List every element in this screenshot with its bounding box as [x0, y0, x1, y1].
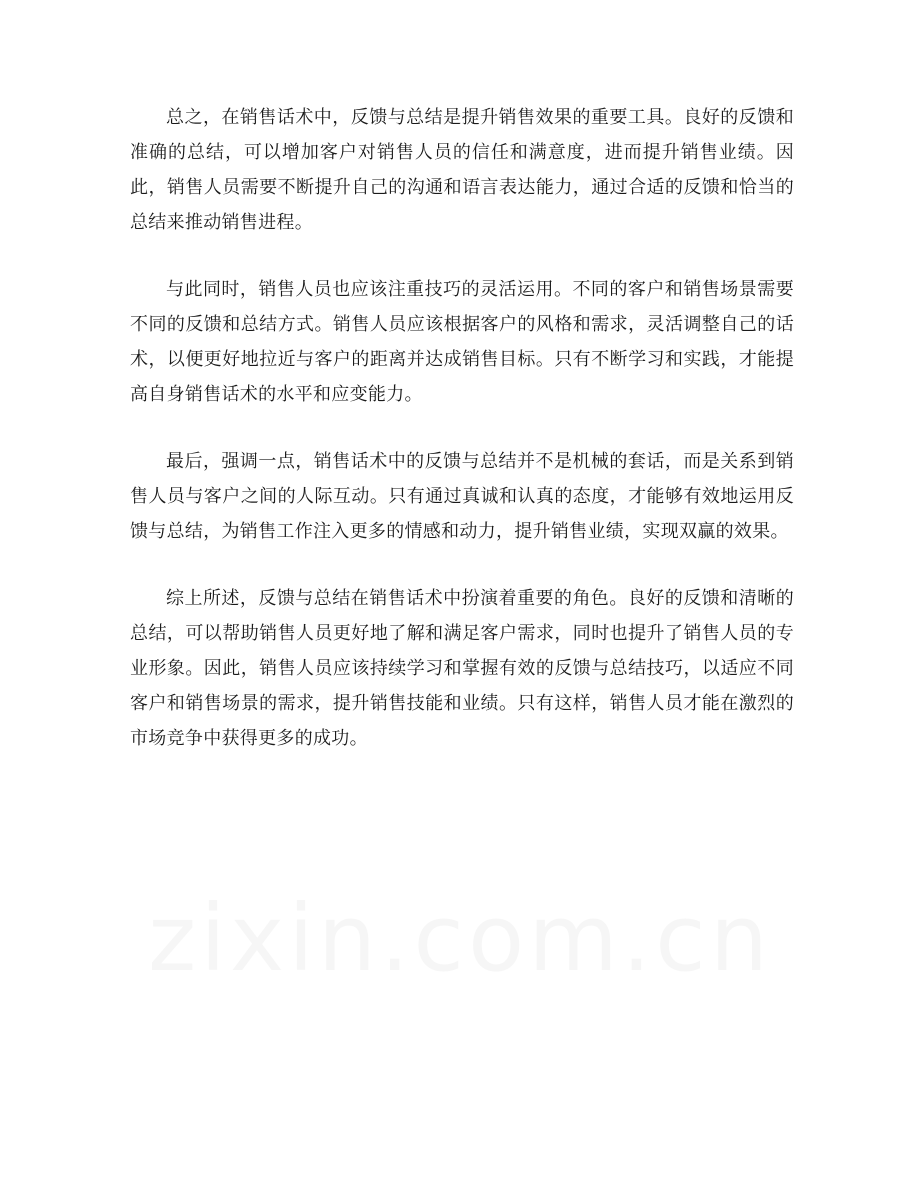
watermark	[0, 885, 920, 992]
paragraph-4: 综上所述，反馈与总结在销售话术中扮演着重要的角色。良好的反馈和清晰的总结，可以帮助销售人员更好地了解和满足客户需求，同时也提升了销售人员的专业形象。因此，销售人员应该持续学习和掌握有效的反馈与总结技巧，以适应不同客户和销售场景的需求，提升销售技能和业绩。只有这样，销售人员才能在激烈的市场竞争中获得更多的成功。	[130, 588, 794, 749]
paragraph-2: 与此同时，销售人员也应该注重技巧的灵活运用。不同的客户和销售场景需要不同的反馈和总结方式。销售人员应该根据客户的风格和需求，灵活调整自己的话术，以便更好地拉近与客户的距离并达成销售目标。只有不断学习和实践，才能提高自身销售话术的水平和应变能力。	[130, 279, 794, 405]
paragraph-1: 总之，在销售话术中，反馈与总结是提升销售效果的重要工具。良好的反馈和准确的总结，可以增加客户对销售人员的信任和满意度，进而提升销售业绩。因此，销售人员需要不断提升自己的沟通和语言表达能力，通过合适的反馈和恰当的总结来推动销售进程。	[130, 107, 794, 233]
document-body	[130, 100, 794, 788]
paragraph-3: 最后，强调一点，销售话术中的反馈与总结并不是机械的套话，而是关系到销售人员与客户之间的人际互动。只有通过真诚和认真的态度，才能够有效地运用反馈与总结，为销售工作注入更多的情感和动力，提升销售业绩，实现双赢的效果。	[130, 451, 794, 542]
